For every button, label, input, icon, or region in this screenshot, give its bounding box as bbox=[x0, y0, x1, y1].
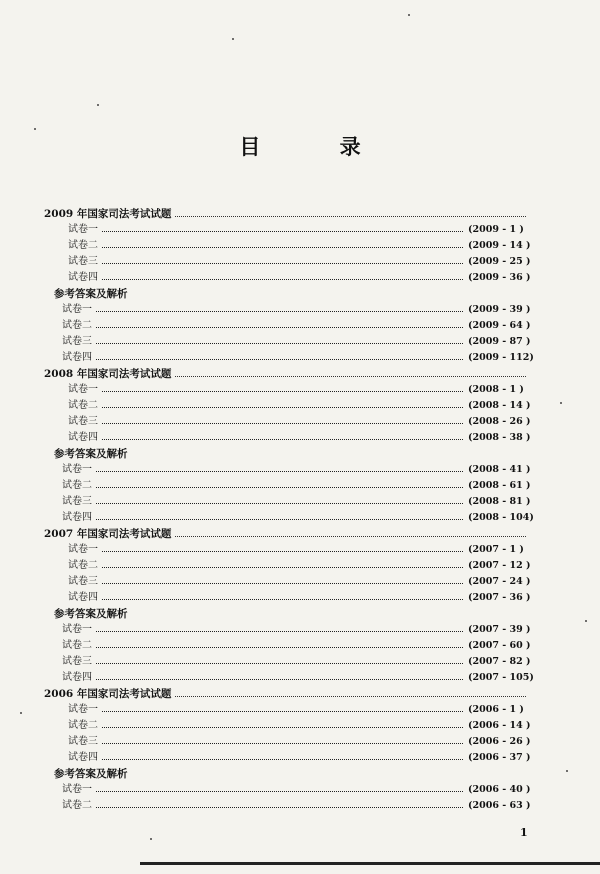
section-heading bbox=[44, 366, 530, 382]
toc-entry[interactable] bbox=[44, 510, 534, 526]
dot-leader bbox=[96, 519, 463, 520]
answers-heading bbox=[44, 286, 530, 302]
entry-page-ref: (2009 - 112) bbox=[468, 352, 534, 363]
toc-entry[interactable] bbox=[44, 462, 530, 478]
entry-label: 试卷四 bbox=[62, 352, 92, 363]
entry-page-ref: (2008 - 1 ) bbox=[468, 384, 524, 395]
entry-page-ref: (2007 - 1 ) bbox=[468, 544, 524, 555]
entry-label: 试卷一 bbox=[68, 704, 98, 715]
dot-leader bbox=[102, 551, 463, 552]
toc-entry[interactable] bbox=[44, 270, 530, 286]
toc-entry[interactable] bbox=[44, 718, 530, 734]
entry-page-ref: (2007 - 105) bbox=[468, 672, 534, 683]
dot-leader bbox=[175, 536, 526, 537]
toc-entry[interactable] bbox=[44, 302, 530, 318]
dot-leader bbox=[102, 231, 463, 232]
toc-section bbox=[44, 206, 534, 366]
toc-entry[interactable] bbox=[44, 494, 530, 510]
dot-leader bbox=[102, 743, 463, 744]
dot-leader bbox=[96, 471, 463, 472]
dot-leader bbox=[102, 423, 463, 424]
toc-entry[interactable] bbox=[44, 670, 534, 686]
toc-entry[interactable] bbox=[44, 254, 530, 270]
entry-page-ref: (2008 - 61 ) bbox=[468, 480, 531, 491]
entry-page-ref: (2007 - 24 ) bbox=[468, 576, 531, 587]
entry-label: 试卷四 bbox=[68, 592, 98, 603]
answers-heading-text: 参考答案及解析 bbox=[54, 608, 128, 620]
scan-speck bbox=[150, 838, 152, 840]
entry-page-ref: (2009 - 36 ) bbox=[468, 272, 531, 283]
toc-entry[interactable] bbox=[44, 702, 530, 718]
dot-leader bbox=[102, 279, 463, 280]
toc-entry[interactable] bbox=[44, 318, 530, 334]
entry-page-ref: (2007 - 39 ) bbox=[468, 624, 531, 635]
toc-entry[interactable] bbox=[44, 622, 530, 638]
entry-page-ref: (2008 - 26 ) bbox=[468, 416, 531, 427]
scan-speck bbox=[408, 14, 410, 16]
entry-page-ref: (2006 - 40 ) bbox=[468, 784, 531, 795]
entry-page-ref: (2009 - 25 ) bbox=[468, 256, 531, 267]
page-title: 目 录 bbox=[239, 135, 397, 159]
toc-entry[interactable] bbox=[44, 398, 530, 414]
toc-entry[interactable] bbox=[44, 382, 530, 398]
toc-entry[interactable] bbox=[44, 414, 530, 430]
entry-label: 试卷三 bbox=[62, 656, 92, 667]
dot-leader bbox=[96, 663, 463, 664]
dot-leader bbox=[96, 503, 463, 504]
scan-speck bbox=[232, 38, 234, 40]
dot-leader bbox=[175, 376, 526, 377]
dot-leader bbox=[102, 567, 463, 568]
scan-speck bbox=[560, 402, 562, 404]
entry-label: 试卷三 bbox=[68, 256, 98, 267]
toc-entry[interactable] bbox=[44, 334, 530, 350]
entry-label: 试卷四 bbox=[68, 432, 98, 443]
dot-leader bbox=[102, 263, 463, 264]
dot-leader bbox=[175, 696, 526, 697]
section-heading bbox=[44, 526, 530, 542]
section-heading bbox=[44, 686, 530, 702]
dot-leader bbox=[96, 679, 463, 680]
entry-label: 试卷二 bbox=[62, 640, 92, 651]
entry-label: 试卷二 bbox=[68, 720, 98, 731]
entry-label: 试卷二 bbox=[62, 480, 92, 491]
toc-entry[interactable] bbox=[44, 238, 530, 254]
table-of-contents bbox=[44, 206, 534, 814]
entry-label: 试卷一 bbox=[62, 784, 92, 795]
entry-page-ref: (2008 - 81 ) bbox=[468, 496, 531, 507]
entry-label: 试卷一 bbox=[68, 224, 98, 235]
scan-speck bbox=[585, 620, 587, 622]
toc-section bbox=[44, 366, 534, 526]
entry-label: 试卷二 bbox=[62, 800, 92, 811]
dot-leader bbox=[96, 327, 463, 328]
entry-label: 试卷二 bbox=[68, 400, 98, 411]
dot-leader bbox=[96, 487, 463, 488]
entry-page-ref: (2006 - 26 ) bbox=[468, 736, 531, 747]
scan-speck bbox=[34, 128, 36, 130]
entry-page-ref: (2008 - 14 ) bbox=[468, 400, 531, 411]
answers-heading bbox=[44, 766, 530, 782]
answers-heading bbox=[44, 446, 530, 462]
entry-label: 试卷一 bbox=[62, 624, 92, 635]
entry-label: 试卷二 bbox=[68, 240, 98, 251]
toc-entry[interactable] bbox=[44, 558, 530, 574]
toc-entry[interactable] bbox=[44, 590, 530, 606]
page-number: 1 bbox=[520, 826, 528, 839]
toc-entry[interactable] bbox=[44, 734, 530, 750]
entry-page-ref: (2007 - 82 ) bbox=[468, 656, 531, 667]
toc-entry[interactable] bbox=[44, 574, 530, 590]
entry-label: 试卷二 bbox=[62, 320, 92, 331]
section-heading-text: 2006 年国家司法考试试题 bbox=[44, 688, 172, 700]
dot-leader bbox=[102, 583, 463, 584]
dot-leader bbox=[102, 599, 463, 600]
dot-leader bbox=[96, 631, 463, 632]
scan-speck bbox=[20, 712, 22, 714]
scan-speck bbox=[97, 104, 99, 106]
toc-entry[interactable] bbox=[44, 750, 530, 766]
entry-label: 试卷一 bbox=[68, 384, 98, 395]
entry-label: 试卷三 bbox=[62, 496, 92, 507]
section-heading-text: 2008 年国家司法考试试题 bbox=[44, 368, 172, 380]
answers-heading bbox=[44, 606, 530, 622]
toc-entry[interactable] bbox=[44, 222, 530, 238]
entry-label: 试卷四 bbox=[62, 512, 92, 523]
toc-section bbox=[44, 526, 534, 686]
entry-page-ref: (2006 - 14 ) bbox=[468, 720, 531, 731]
dot-leader bbox=[96, 807, 463, 808]
entry-page-ref: (2009 - 39 ) bbox=[468, 304, 531, 315]
entry-page-ref: (2007 - 12 ) bbox=[468, 560, 531, 571]
dot-leader bbox=[102, 391, 463, 392]
section-heading bbox=[44, 206, 530, 222]
entry-label: 试卷一 bbox=[68, 544, 98, 555]
entry-page-ref: (2006 - 37 ) bbox=[468, 752, 531, 763]
dot-leader bbox=[96, 311, 463, 312]
toc-entry[interactable] bbox=[44, 430, 530, 446]
entry-page-ref: (2006 - 1 ) bbox=[468, 704, 524, 715]
toc-entry[interactable] bbox=[44, 350, 534, 366]
entry-page-ref: (2009 - 87 ) bbox=[468, 336, 531, 347]
section-heading-text: 2007 年国家司法考试试题 bbox=[44, 528, 172, 540]
entry-page-ref: (2006 - 63 ) bbox=[468, 800, 531, 811]
toc-entry[interactable] bbox=[44, 638, 530, 654]
entry-label: 试卷一 bbox=[62, 304, 92, 315]
answers-heading-text: 参考答案及解析 bbox=[54, 768, 128, 780]
dot-leader bbox=[96, 359, 463, 360]
dot-leader bbox=[175, 216, 526, 217]
entry-page-ref: (2009 - 64 ) bbox=[468, 320, 531, 331]
scan-speck bbox=[566, 770, 568, 772]
entry-label: 试卷四 bbox=[68, 752, 98, 763]
dot-leader bbox=[102, 439, 463, 440]
toc-entry[interactable] bbox=[44, 542, 530, 558]
entry-page-ref: (2007 - 36 ) bbox=[468, 592, 531, 603]
toc-entry[interactable] bbox=[44, 798, 530, 814]
entry-label: 试卷四 bbox=[62, 672, 92, 683]
scan-edge-line bbox=[140, 862, 600, 865]
entry-page-ref: (2008 - 41 ) bbox=[468, 464, 531, 475]
toc-entry[interactable] bbox=[44, 654, 530, 670]
dot-leader bbox=[96, 791, 463, 792]
entry-label: 试卷三 bbox=[62, 336, 92, 347]
toc-entry[interactable] bbox=[44, 782, 530, 798]
entry-page-ref: (2007 - 60 ) bbox=[468, 640, 531, 651]
entry-page-ref: (2009 - 1 ) bbox=[468, 224, 524, 235]
entry-label: 试卷一 bbox=[62, 464, 92, 475]
dot-leader bbox=[102, 727, 463, 728]
entry-page-ref: (2008 - 104) bbox=[468, 512, 534, 523]
entry-label: 试卷三 bbox=[68, 736, 98, 747]
answers-heading-text: 参考答案及解析 bbox=[54, 288, 128, 300]
toc-section bbox=[44, 686, 530, 814]
entry-label: 试卷三 bbox=[68, 416, 98, 427]
entry-label: 试卷三 bbox=[68, 576, 98, 587]
section-heading-text: 2009 年国家司法考试试题 bbox=[44, 208, 172, 220]
answers-heading-text: 参考答案及解析 bbox=[54, 448, 128, 460]
entry-page-ref: (2008 - 38 ) bbox=[468, 432, 531, 443]
dot-leader bbox=[96, 343, 463, 344]
dot-leader bbox=[102, 407, 463, 408]
dot-leader bbox=[102, 759, 463, 760]
entry-page-ref: (2009 - 14 ) bbox=[468, 240, 531, 251]
dot-leader bbox=[102, 711, 463, 712]
entry-label: 试卷二 bbox=[68, 560, 98, 571]
toc-entry[interactable] bbox=[44, 478, 530, 494]
dot-leader bbox=[102, 247, 463, 248]
entry-label: 试卷四 bbox=[68, 272, 98, 283]
dot-leader bbox=[96, 647, 463, 648]
